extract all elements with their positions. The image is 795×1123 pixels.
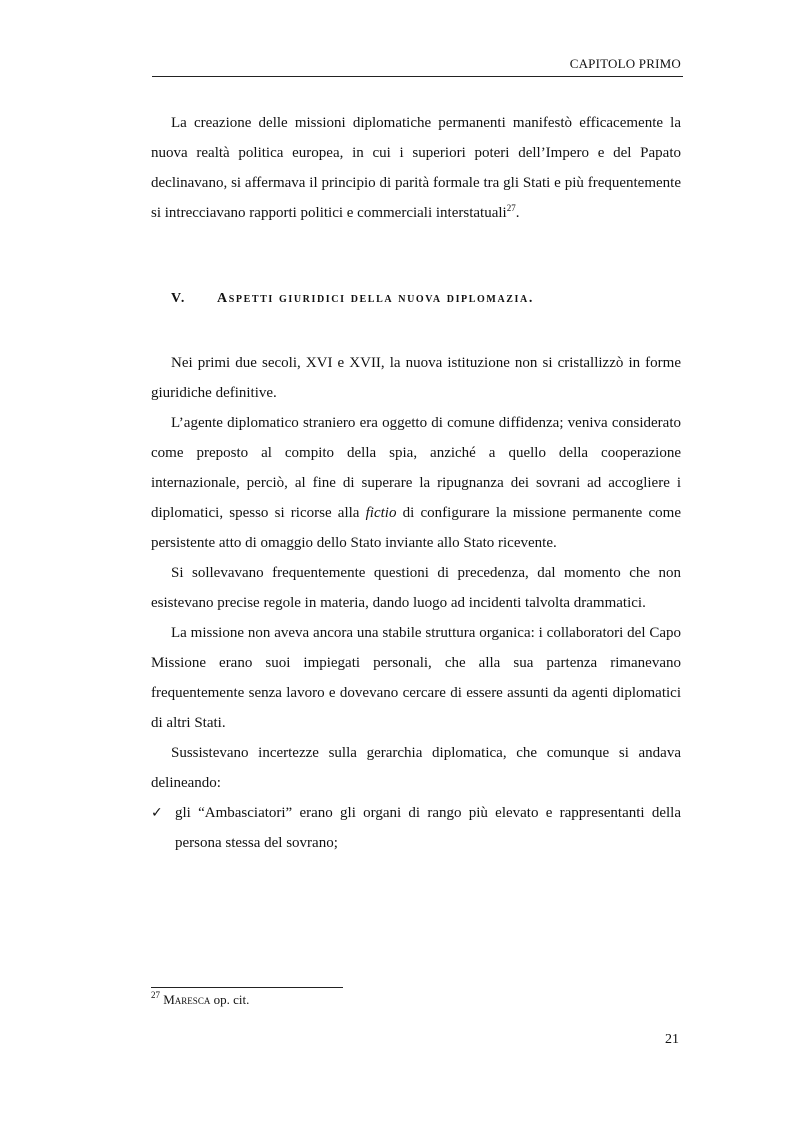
checkmark-icon: ✓: [151, 805, 163, 821]
footnote-number: 27: [151, 990, 160, 1000]
footnote: [151, 992, 249, 1008]
page-number: 21: [665, 1032, 679, 1047]
footnote-rule: [151, 987, 343, 988]
paragraph: Sussistevano incertezze sulla gerarchia diplomatica, che comunque si andava delineando:: [151, 745, 681, 791]
footnote-ref-text: op. cit.: [213, 992, 250, 1007]
footnote-author: Maresca: [163, 992, 211, 1007]
intro-paragraph-block: [151, 108, 681, 228]
paragraph: Si sollevavano frequentemente questioni di precedenza, dal momento che non esistevano precise regole in materia, dando luogo ad incidenti talvolta drammatici.: [151, 565, 681, 611]
section-heading: [171, 291, 691, 307]
footnote-ref[interactable]: 27: [506, 203, 516, 213]
paragraph-text: di configurare la missione permanente come persistente atto di omaggio dello Stato inviante allo Stato ricevente.: [151, 505, 681, 551]
intro-paragraph: [151, 108, 681, 228]
body-text: [151, 348, 681, 858]
intro-paragraph-tail: .: [515, 205, 520, 221]
italic-term: fictio: [365, 505, 397, 521]
section-title: Aspetti giuridici della nuova diplomazia.: [217, 291, 534, 306]
section-number: V.: [171, 291, 187, 306]
intro-paragraph-text: La creazione delle missioni diplomatiche permanenti manifestò efficacemente la nuova realtà politica europea, in cui i superiori poteri dell’Impero e del Papato declinavano, si affermava il principio di parità formale tra gli Stati e più frequentemente si intrecciavano rapporti politici e commerciali interstatuali: [151, 115, 681, 221]
paragraph: Nei primi due secoli, XVI e XVII, la nuova istituzione non si cristallizzò in forme giuridiche definitive.: [151, 355, 681, 401]
paragraph: La missione non aveva ancora una stabile struttura organica: i collaboratori del Capo Missione erano suoi impiegati personali, che alla sua partenza rimanevano frequentemente senza lavoro e dovevano cercare di essere assunti da agenti diplomatici di altri Stati.: [151, 625, 681, 731]
running-header: CAPITOLO PRIMO: [569, 56, 681, 71]
list-item-text: gli “Ambasciatori” erano gli organi di rango più elevato e rappresentanti della persona stessa del sovrano;: [175, 805, 681, 851]
paragraph: [151, 408, 681, 558]
list-item: [151, 798, 681, 858]
paragraph-text: L’agente diplomatico straniero era oggetto di comune diffidenza; veniva considerato come preposto al compito della spia, anziché a quello della cooperazione internazionale, perciò, al fine di superare la ripugnanza dei sovrani ad accogliere i diplomatici, spesso si ricorse alla: [151, 415, 681, 521]
header-rule: [152, 76, 683, 77]
